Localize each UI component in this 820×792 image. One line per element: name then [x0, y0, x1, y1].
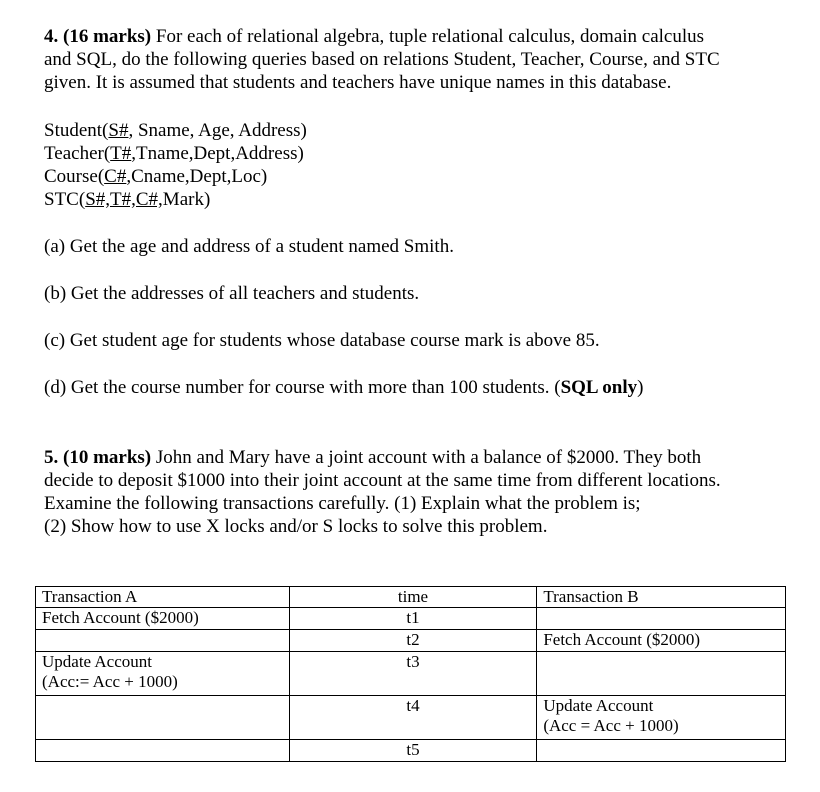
q4-intro-line-1 [44, 26, 704, 48]
table-header-row [36, 587, 786, 608]
q4-intro-line-3: given. It is assumed that students and teachers have unique names in this database. [44, 72, 672, 93]
q4-part-d-sql-only: SQL only [560, 377, 638, 398]
q4-part-b: (b) Get the addresses of all teachers and students. [44, 283, 420, 304]
cell-b-line-2: (Acc = Acc + 1000) [543, 716, 679, 735]
q4-intro-text-1: For each of relational algebra, tuple relational calculus, domain calculus [151, 26, 705, 47]
q5-line-4: (2) Show how to use X locks and/or S locks to solve this problem. [44, 516, 548, 537]
cell-a: Fetch Account ($2000) [36, 608, 290, 630]
schema-student [44, 120, 307, 142]
transaction-table [35, 586, 786, 762]
cell-a-line-1: Update Account [42, 652, 152, 671]
q4-part-d-text: (d) Get the course number for course with more than 100 students. ( [44, 377, 561, 398]
cell-time: t2 [289, 630, 537, 652]
schema-stc-post: Mark) [162, 189, 211, 210]
schema-teacher [44, 143, 304, 165]
cell-a [36, 696, 290, 740]
q5-line-2: decide to deposit $1000 into their joint account at the same time from different locations. [44, 470, 721, 491]
schema-student-key: S# [108, 120, 129, 141]
table-row [36, 652, 786, 696]
cell-time: t4 [289, 696, 537, 740]
schema-teacher-post: ,Tname,Dept,Address) [131, 143, 304, 164]
q4-number: 4. [44, 26, 59, 47]
header-time: time [289, 587, 537, 608]
q5-line-1 [44, 447, 701, 469]
q4-marks: (16 marks) [63, 26, 152, 47]
cell-b: Fetch Account ($2000) [537, 630, 786, 652]
header-transaction-a: Transaction A [36, 587, 290, 608]
cell-b-line-1: Update Account [543, 696, 654, 715]
schema-course-post: ,Cname,Dept,Loc) [126, 166, 268, 187]
schema-stc-pre: STC( [44, 189, 86, 210]
schema-stc [44, 189, 210, 211]
q5-text-1: John and Mary have a joint account with a balance of $2000. They both [151, 447, 702, 468]
q4-intro-line-2: and SQL, do the following queries based on relations Student, Teacher, Course, and STC [44, 49, 720, 70]
cell-b [537, 608, 786, 630]
schema-course-pre: Course( [44, 166, 105, 187]
table-row [36, 630, 786, 652]
cell-b [537, 696, 786, 740]
cell-a-line-2: (Acc:= Acc + 1000) [42, 672, 178, 691]
schema-course [44, 166, 267, 188]
table-row [36, 740, 786, 762]
table-row [36, 696, 786, 740]
cell-a [36, 740, 290, 762]
q4-part-d [44, 377, 643, 399]
q5-number: 5. [44, 447, 59, 468]
schema-student-pre: Student( [44, 120, 109, 141]
q4-part-a: (a) Get the age and address of a student named Smith. [44, 236, 454, 257]
cell-b [537, 740, 786, 762]
schema-teacher-pre: Teacher( [44, 143, 111, 164]
schema-teacher-key: T# [110, 143, 132, 164]
q5-line-3: Examine the following transactions carefully. (1) Explain what the problem is; [44, 493, 641, 514]
table-row [36, 608, 786, 630]
schema-student-post: , Sname, Age, Address) [128, 120, 307, 141]
cell-b [537, 652, 786, 696]
header-transaction-b: Transaction B [537, 587, 786, 608]
cell-time: t5 [289, 740, 537, 762]
cell-time: t1 [289, 608, 537, 630]
schema-course-key: C# [104, 166, 127, 187]
q5-marks: (10 marks) [63, 447, 152, 468]
cell-a [36, 630, 290, 652]
cell-time: t3 [289, 652, 537, 696]
q4-part-c: (c) Get student age for students whose database course mark is above 85. [44, 330, 600, 351]
schema-stc-key: S#,T#,C#, [85, 189, 163, 210]
q4-part-d-end: ) [637, 377, 644, 398]
cell-a [36, 652, 290, 696]
